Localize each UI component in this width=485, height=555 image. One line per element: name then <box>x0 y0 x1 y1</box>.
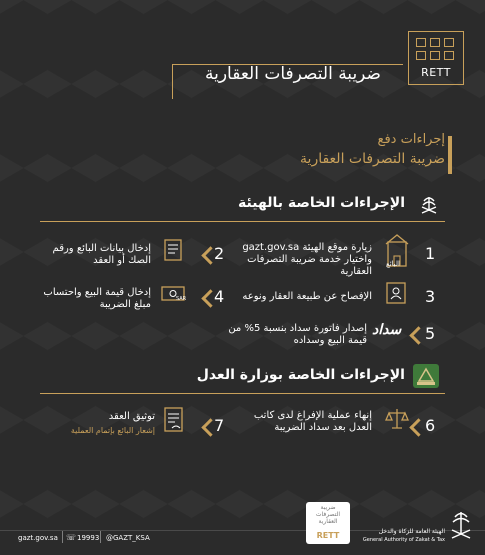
org-name-english: General Authority of Zakat & Tax <box>362 537 445 543</box>
section-divider <box>40 393 445 394</box>
step-note: إشعار البائع بإتمام العملية <box>70 426 155 435</box>
building-icon <box>382 232 412 270</box>
step-number: 3 <box>425 287 436 306</box>
step-number: 6 <box>425 416 436 435</box>
contract-icon <box>162 406 186 434</box>
grid-icon <box>416 38 456 60</box>
footer-separator <box>100 531 101 543</box>
intro-line-2: ضريبة التصرفات العقارية <box>300 151 445 167</box>
step-text: الإفصاح عن طبيعة العقار ونوعه <box>242 291 372 302</box>
step-number: 5 <box>425 324 436 343</box>
scales-icon <box>384 406 410 432</box>
section-divider <box>40 221 445 222</box>
step-number: 1 <box>425 244 436 263</box>
property-icon <box>384 280 408 306</box>
rett-logo <box>408 31 464 85</box>
palm-emblem-icon <box>418 193 440 215</box>
org-name-arabic: الهيئة العامة للزكاة والدخل <box>378 528 445 535</box>
phone-number: 19993 <box>77 534 100 542</box>
badge-line-3: العقارية <box>318 518 338 525</box>
sadad-logo: سداد <box>372 322 402 338</box>
authority-emblem-icon <box>448 508 474 542</box>
footer-separator <box>62 531 63 543</box>
document-icon <box>162 238 184 262</box>
social-handle[interactable]: @GAZT_KSA <box>106 534 150 542</box>
intro-line-1: إجراءات دفع <box>377 132 445 147</box>
step-text: زيارة موقع الهيئة gazt.gov.sa واختيار خدمة ضريبة التصرفات العقارية <box>242 242 372 277</box>
seller-label: البائع <box>386 260 400 268</box>
badge-label: RETT <box>316 531 340 540</box>
ministry-emblem-icon <box>412 363 440 389</box>
justice-section-title: الإجراءات الخاصة بوزارة العدل <box>196 367 405 383</box>
phone-icon: ☏ <box>66 533 77 542</box>
step-text: إصدار فاتورة سداد بنسبة 5% من قيمة البيع وسداده <box>228 323 367 346</box>
badge-line-2: التصرفات <box>315 511 341 518</box>
step-number: 7 <box>214 416 225 435</box>
website-link[interactable]: gazt.gov.sa <box>18 534 58 542</box>
authority-section-title: الإجراءات الخاصة بالهيئة <box>238 195 405 211</box>
money-icon <box>160 284 188 304</box>
rett-badge <box>306 502 350 544</box>
rett-logo-label: RETT <box>421 66 451 79</box>
page-title: ضريبة التصرفات العقارية <box>204 64 381 84</box>
step-text: إنهاء عملية الإفراغ لدى كاتب العدل بعد سداد الضريبة <box>253 410 372 433</box>
step-text: توثيق العقد <box>108 411 155 422</box>
step-number: 2 <box>214 244 225 263</box>
badge-line-1: ضريبة <box>320 504 336 511</box>
step-text: إدخال قيمة البيع واحتساب مبلغ الضريبة <box>43 287 151 310</box>
step-number: 4 <box>214 287 225 306</box>
step-text: إدخال بيانات البائع ورقم الصك أو العقد <box>52 243 151 266</box>
accent-bar <box>448 136 452 174</box>
currency-label: SAR <box>176 296 187 302</box>
